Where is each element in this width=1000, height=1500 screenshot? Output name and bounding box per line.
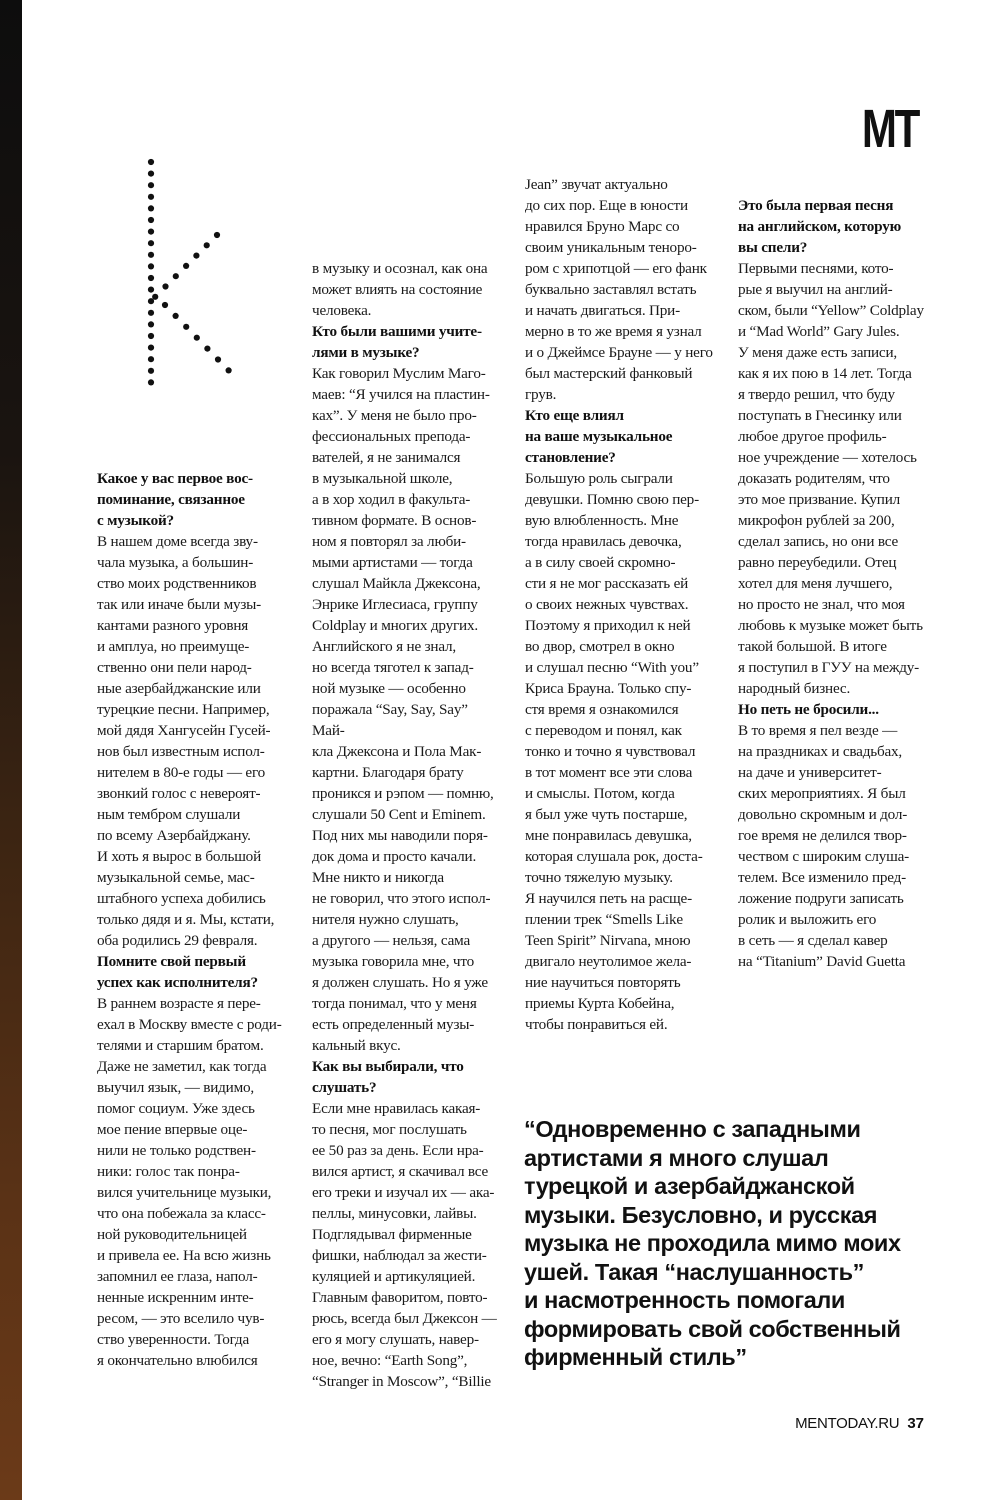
article-column-4 xyxy=(738,195,928,972)
interview-question: Но петь не бросили... xyxy=(738,701,879,718)
dropcap-dot xyxy=(183,324,189,330)
dropcap-dot xyxy=(152,294,158,300)
interview-answer: в музыку и осознал, как она может влиять на состояние человека. xyxy=(312,260,488,319)
interview-answer: В то время я пел везде — на праздниках и свадьбах, на даче и университет- ских мероприятиях. Я был довольно скромным и дол- гое время не делился твор- чеством с широким слуша- телем. Все изменило пред- ложение подруги записать ролик и выложить его в сеть — я сделал кавер на “Titanium” David Guetta xyxy=(738,722,909,970)
dropcap-dot xyxy=(148,345,154,351)
dropcap-dot xyxy=(148,310,154,316)
dropcap-dot xyxy=(148,333,154,339)
dropcap-dot xyxy=(148,252,154,258)
dropcap-dot xyxy=(148,263,154,269)
dropcap-dot xyxy=(148,275,154,281)
dropcap-dot xyxy=(148,356,154,362)
dropcap-dot xyxy=(148,240,154,246)
pull-quote: “Одновременно с западными артистами я много слушал турецкой и азербайджанской музыки. Безусловно, и русская музыка не проходила мимо моих ушей. Такая “наслушанность” и насмотренность помогали формировать свой собственный фирменный стиль” xyxy=(524,1116,901,1370)
dropcap-dot xyxy=(148,229,154,235)
article-column-2 xyxy=(312,258,502,1392)
interview-question: Помните свой первый успех как исполнителя? xyxy=(97,953,258,991)
dropcap-dot xyxy=(226,367,232,373)
article-column-1 xyxy=(97,468,287,1371)
dropcap-dot xyxy=(162,283,168,289)
interview-question: Как вы выбирали, что слушать? xyxy=(312,1058,464,1096)
dropcap-dot xyxy=(148,194,154,200)
dropcap-dot xyxy=(183,263,189,269)
dropcap-dot xyxy=(148,287,154,293)
dropcap-dot xyxy=(173,313,179,319)
interview-answer: Как говорил Муслим Маго- маев: “Я учился на пластин- ках”. У меня не было про- фессиональных препода- вателей, я не занимался в музыкальной школе, а в хор ходил в факульта- тивном формате. В основ- ном я повторял за люби- мыми артистами — тогда слушал Майкла Джексона, Энрике Иглесиаса, группу Coldplay и многих других. Английского я не знал, но всегда тяготел к запад- ной музыке — особенно поражала “Say, Say, Say” Май- кла Джексона и Пола Мак- картни. Благодаря брату проникся и рэпом — помню, слушали 50 Cent и Eminem. Под них мы наводили поря- док дома и просто качали. Мне никто и никогда не говорил, что этого испол- нителя нужно слушать, а другого — нельзя, сама музыка говорила мне, что я должен слушать. Но я уже тогда понимал, что у меня есть определенный музы- кальный вкус. xyxy=(312,365,494,1054)
interview-answer: В раннем возрасте я пере- ехал в Москву вместе с роди- телями и старшим братом. Даже не заметил, как тогда выучил язык, — видимо, помог социум. Уже здесь мое пение впервые оце- нили не только родствен- ники: голос так понра- вился учительнице музыки, что она побежала за класс- ной руководительницей и привела ее. На всю жизнь запомнил ее глаза, напол- ненные искренним инте- ресом, — это вселило чув- ство уверенности. Тогда я окончательно влюбился xyxy=(97,995,282,1369)
interview-answer: Большую роль сыграли девушки. Помню свою пер- вую влюбленность. Мне тогда нравилась девочка, а в силу своей скромно- сти я не мог рассказать ей о своих нежных чувствах. Поэтому я приходил к ней во двор, смотрел в окно и слушал песню “With you” Криса Брауна. Только спу- стя время я ознакомился с переводом и понял, как тонко и точно я чувствовал в тот момент все эти слова и смыслы. Потом, когда я был уже чуть постарше, мне понравилась девушка, которая слушала рок, доста- точно тяжелую музыку. Я научился петь на расще- плении трек “Smells Like Teen Spirit” Nirvana, мною двигало неутолимое жела- ние научиться повторять приемы Курта Кобейна, чтобы понравиться ей. xyxy=(525,470,703,1033)
page-number: 37 xyxy=(907,1415,924,1432)
interview-question: Какое у вас первое вос- поминание, связанное с музыкой? xyxy=(97,470,253,529)
article-column-3 xyxy=(525,174,715,1035)
site-url: MENTODAY.RU xyxy=(795,1415,900,1432)
dropcap-dot xyxy=(194,335,200,341)
dropcap-dot xyxy=(148,182,154,188)
dropcap-dot xyxy=(173,273,179,279)
dotted-dropcap-letter xyxy=(140,155,240,390)
dropcap-dot xyxy=(148,379,154,385)
dropcap-dot xyxy=(215,356,221,362)
dropcap-dot xyxy=(204,346,210,352)
dropcap-dot xyxy=(162,302,168,308)
magazine-logo: MT xyxy=(861,99,918,159)
dropcap-dot xyxy=(204,242,210,248)
dropcap-dot xyxy=(193,253,199,259)
interview-answer: В нашем доме всегда зву- чала музыка, а большин- ство моих родственников так или иначе были музы- кантами разного уровня и амплуа, но преимуще- ственно они пели народ- ные азербайджанские или турецкие песни. Например, мой дядя Хангусейн Гусей- нов был известным испол- нителем в 80-е годы — его звонкий голос с невероят- ным тембром слушали по всему Азербайджану. И хоть я вырос в большой музыкальной семье, мас- штабного успеха добились только дядя и я. Мы, кстати, оба родились 29 февраля. xyxy=(97,533,275,949)
interview-question: Кто были вашими учите- лями в музыке? xyxy=(312,323,482,361)
dropcap-dot xyxy=(148,368,154,374)
dropcap-dot xyxy=(148,171,154,177)
dropcap-dot xyxy=(148,217,154,223)
interview-answer: Первыми песнями, кото- рые я выучил на англий- ском, были “Yellow” Coldplay и “Mad World” Gary Jules. У меня даже есть записи, как я их пою в 14 лет. Тогда я твердо решил, что буду поступать в Гнесинку или любое другое профиль- ное учреждение — хотелось доказать родителям, что это мое призвание. Купил микрофон рублей за 200, сделал запись, но они все равно переубедили. Отец хотел для меня лучшего, но просто не знал, что моя любовь к музыке может быть такой большой. В итоге я поступил в ГУУ на между- народный бизнес. xyxy=(738,260,924,697)
dropcap-dot xyxy=(148,159,154,165)
interview-question: Кто еще влиял на ваше музыкальное становление? xyxy=(525,407,673,466)
page-footer xyxy=(795,1415,924,1432)
interview-question: Это была первая песня на английском, которую вы спели? xyxy=(738,197,902,256)
dropcap-dot xyxy=(214,232,220,238)
dropcap-dot xyxy=(148,321,154,327)
dropcap-dot xyxy=(148,205,154,211)
interview-answer: Если мне нравилась какая- то песня, мог послушать ее 50 раз за день. Если нра- вился артист, я скачивал все его треки и изучал их — ака- пеллы, минусовки, лайвы. Подглядывал фирменные фишки, наблюдал за жести- куляцией и артикуляцией. Главным фаворитом, повто- рюсь, всегда был Джексон — его я могу слушать, навер- ное, вечно: “Earth Song”, “Stranger in Moscow”, “Billie xyxy=(312,1100,497,1390)
page-spine-edge xyxy=(0,0,22,1500)
interview-answer: Jean” звучат актуально до сих пор. Еще в юности нравился Бруно Марс со своим уникальным теноро- ром с хрипотцой — его фанк буквально заставлял встать и начать двигаться. При- мерно в то же время я узнал и о Джеймсе Брауне — у него был мастерский фанковый грув. xyxy=(525,176,713,403)
